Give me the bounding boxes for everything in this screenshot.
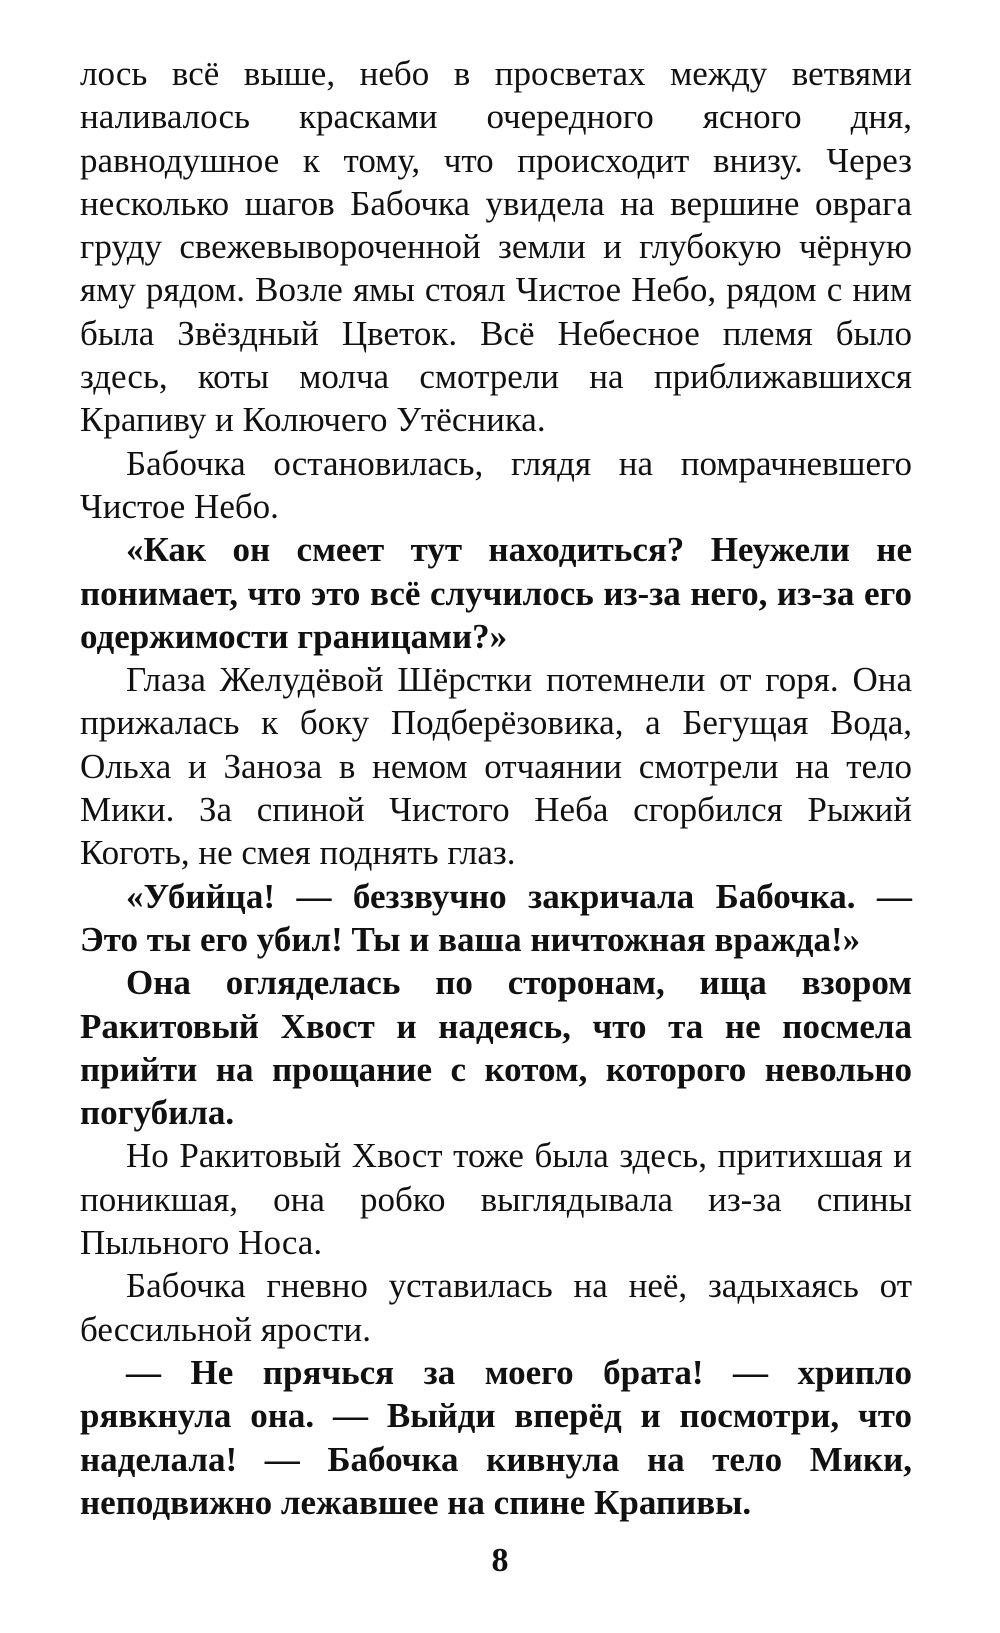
page-text [80,52,912,1524]
paragraph-6: Она огляделась по сторонам, ища взором Ракитовый Хвост и надеясь, что та не посмела прийти на прощание с котом, которого невольно погубила. [80,963,912,1133]
paragraph-1: лось всё выше, небо в просветах между ветвями наливалось красками очередного ясного дня, равнодушное к тому, что происходит внизу. Через несколько шагов Бабочка увидела на вершине оврага груду свежевывороченной земли и глубокую чёрную яму рядом. Возле ямы стоял Чистое Небо, рядом с ним была Звёздный Цветок. Всё Небесное племя было здесь, коты молча смотрели на приближавшихся Крапиву и Колючего Утёсника. [80,54,912,440]
paragraph-2: Бабочка остановилась, глядя на помрачневшего Чистое Небо. [80,443,912,526]
paragraph-8: Бабочка гневно уставилась на неё, задыхаясь от бессильной ярости. [80,1266,912,1349]
paragraph-9: — Не прячься за моего брата! — хрипло рявкнула она. — Выйди вперёд и посмотри, что наделала! — Бабочка кивнула на тело Мики, неподвижно лежавшее на спине Крапивы. [80,1352,912,1522]
paragraph-3: «Как он смеет тут находиться? Неужели не понимает, что это всё случилось из-за него, из-за его одержимости границами?» [80,530,912,656]
paragraph-7: Но Ракитовый Хвост тоже была здесь, притихшая и поникшая, она робко выглядывала из-за спины Пыльного Носа. [80,1136,912,1263]
page-number: 8 [491,1542,509,1579]
paragraph-5: «Убийца! — беззвучно закричала Бабочка. — Это ты его убил! Ты и ваша ничтожная вражда!» [80,876,912,959]
paragraph-4: Глаза Желудёвой Шёрстки потемнели от горя. Она прижалась к боку Подберёзовика, а Бегущая Вода, Ольха и Заноза в немом отчаянии смотрели на тело Мики. За спиной Чистого Неба сгорбился Рыжий Коготь, не смея поднять глаз. [80,660,912,873]
